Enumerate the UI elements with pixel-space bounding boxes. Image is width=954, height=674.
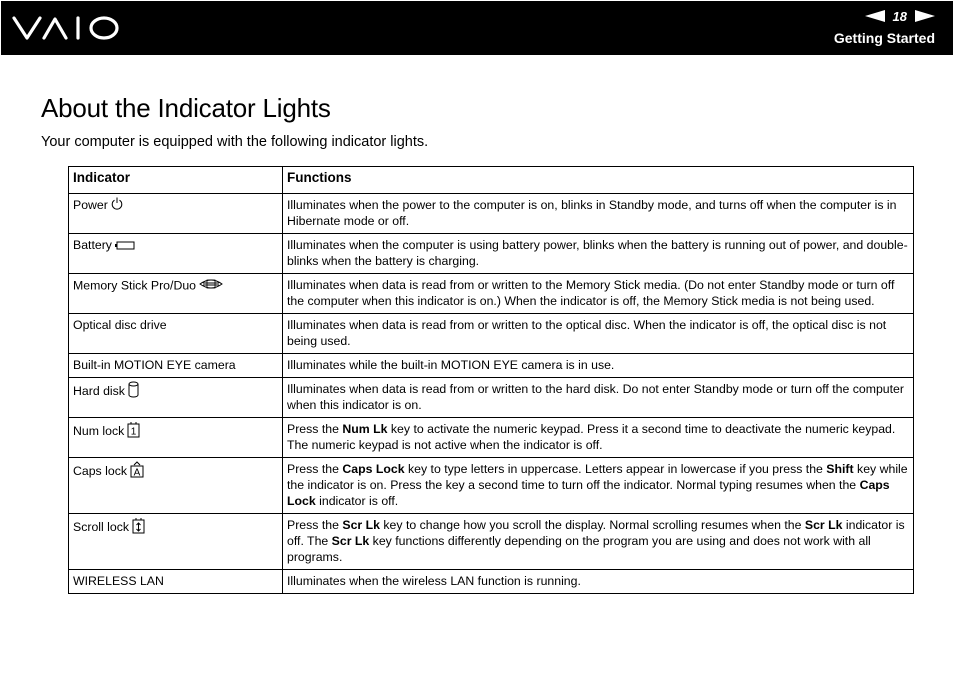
function-cell xyxy=(283,378,914,418)
function-cell xyxy=(283,418,914,458)
function-text: Press the xyxy=(287,462,343,476)
column-header-indicator: Indicator xyxy=(69,167,283,194)
table-row xyxy=(69,274,914,314)
key-name: Caps Lock xyxy=(287,478,890,508)
key-name: Scr Lk xyxy=(331,534,370,548)
indicator-table xyxy=(68,166,914,594)
function-text: key to type letters in uppercase. Letters appear in lowercase if you press the xyxy=(404,462,827,476)
page-navigation xyxy=(865,7,935,25)
svg-text:A: A xyxy=(133,467,141,478)
indicator-cell xyxy=(69,274,283,314)
indicator-cell xyxy=(69,458,283,514)
function-text: Illuminates when data is read from or written to the optical disc. When the indicator is off, the optical disc is not being used. xyxy=(287,318,887,348)
function-text: key to change how you scroll the display. Normal scrolling resumes when the xyxy=(379,518,805,532)
table-row xyxy=(69,314,914,354)
power-icon xyxy=(111,197,123,214)
function-cell xyxy=(283,234,914,274)
caps-lock-icon xyxy=(130,461,144,482)
indicator-label: Num lock xyxy=(73,423,125,438)
function-cell xyxy=(283,458,914,514)
function-text: Illuminates when data is read from or written to the Memory Stick media. (Do not enter Standby mode or turn off the computer when this indicator is on.) When the indicator is off, the Memory Stick media is not being used. xyxy=(287,278,895,308)
table-row xyxy=(69,418,914,458)
indicator-label: Battery xyxy=(73,238,112,252)
page-number: 18 xyxy=(892,8,907,24)
function-text: indicator is off. The xyxy=(287,518,905,548)
function-cell xyxy=(283,314,914,354)
function-cell xyxy=(283,354,914,378)
table-row xyxy=(69,514,914,570)
table-row xyxy=(69,194,914,234)
column-header-functions: Functions xyxy=(283,167,914,194)
memory-stick-icon xyxy=(199,277,223,295)
function-cell xyxy=(283,570,914,594)
key-name: Scr Lk xyxy=(804,518,843,532)
function-text: Press the xyxy=(287,422,343,436)
table-row xyxy=(69,354,914,378)
indicator-cell xyxy=(69,314,283,354)
prev-page-icon[interactable] xyxy=(865,10,885,22)
key-name: Num Lk xyxy=(342,422,388,436)
next-page-icon[interactable] xyxy=(915,10,935,22)
intro-text: Your computer is equipped with the following indicator lights. xyxy=(41,134,429,150)
indicator-label: Scroll lock xyxy=(73,519,130,534)
function-text: Illuminates when the wireless LAN function is running. xyxy=(287,574,581,588)
function-text: key while the indicator is on. Press the key a second time to turn off the indicator. Normal typing resumes when the xyxy=(287,462,908,492)
indicator-label: Built-in MOTION EYE camera xyxy=(73,358,236,372)
key-name: Shift xyxy=(826,462,854,476)
indicator-cell xyxy=(69,378,283,418)
indicator-label: Power xyxy=(73,198,108,212)
page-header xyxy=(1,1,953,55)
function-cell xyxy=(283,514,914,570)
indicator-cell xyxy=(69,514,283,570)
indicator-cell xyxy=(69,570,283,594)
page-title: About the Indicator Lights xyxy=(41,93,331,123)
svg-text:1: 1 xyxy=(130,426,137,438)
indicator-label: Optical disc drive xyxy=(73,318,167,332)
function-text: key functions differently depending on the program you are using and does not work with all programs. xyxy=(287,534,871,564)
indicator-cell xyxy=(69,354,283,378)
num-lock-icon xyxy=(127,421,140,442)
function-text: Illuminates when data is read from or written to the hard disk. Do not enter Standby mode or turn off the computer when this indicator is on. xyxy=(287,382,904,412)
vaio-logo xyxy=(12,14,122,42)
indicator-label: Memory Stick Pro/Duo xyxy=(73,278,196,293)
function-text: Illuminates when the power to the computer is on, blinks in Standby mode, and turns off when the computer is in Hibernate mode or off. xyxy=(287,198,897,228)
key-name: Caps Lock xyxy=(342,462,405,476)
table-row xyxy=(69,570,914,594)
function-cell xyxy=(283,274,914,314)
function-text: Illuminates when the computer is using battery power, blinks when the battery is running out of power, and double-blinks when the battery is charging. xyxy=(287,238,908,268)
function-text: Illuminates while the built-in MOTION EYE camera is in use. xyxy=(287,358,615,372)
indicator-label: Hard disk xyxy=(73,383,125,398)
function-text: indicator is off. xyxy=(315,494,399,508)
hard-disk-icon xyxy=(128,381,139,402)
section-label: Getting Started xyxy=(833,30,935,46)
indicator-label: Caps lock xyxy=(73,463,127,478)
table-row xyxy=(69,378,914,418)
table-header-row xyxy=(69,167,914,194)
table-row xyxy=(69,458,914,514)
function-text: Press the xyxy=(287,518,343,532)
key-name: Scr Lk xyxy=(342,518,380,532)
function-cell xyxy=(283,194,914,234)
battery-icon xyxy=(115,238,135,254)
indicator-label: WIRELESS LAN xyxy=(73,574,164,588)
scroll-lock-icon xyxy=(132,517,145,538)
function-text: key to activate the numeric keypad. Press it a second time to deactivate the numeric keypad. The numeric keypad is not active when the indicator is off. xyxy=(287,422,896,452)
indicator-cell xyxy=(69,194,283,234)
indicator-cell xyxy=(69,234,283,274)
indicator-cell xyxy=(69,418,283,458)
table-row xyxy=(69,234,914,274)
